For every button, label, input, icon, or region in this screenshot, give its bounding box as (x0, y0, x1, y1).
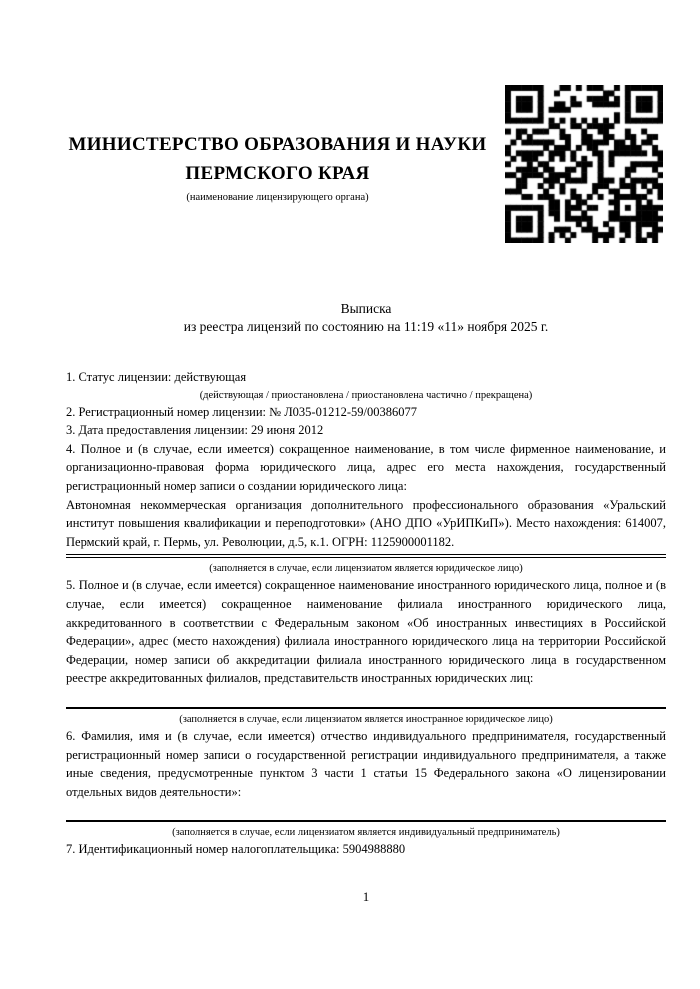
clause-5-label: 5. Полное и (в случае, если имеется) сокращенное наименование иностранного юридического лица, полное и (в случае, если имеется) сокращенное наименование филиала иностранного юридического лица, аккредитованного в соответствии с Федеральным законом «Об иностранных инвестициях в Российской Федерации», адрес (место нахождения) филиала иностранного юридического лица на территории Российской Федерации, номер записи об аккредитации филиала иностранного юридического лица в государственном реестре аккредитованных филиалов, представительств иностранных юридических лиц: (66, 578, 666, 686)
clause-2-reg-number: 2. Регистрационный номер лицензии: № Л035-01212-59/00386077 (66, 404, 417, 419)
clause-1-status: 1. Статус лицензии: действующая (66, 370, 247, 384)
clause-4-footnote: (заполняется в случае, если лицензиатом является юридическое лицо) (209, 563, 523, 575)
document-body (66, 368, 666, 859)
clause-5-footnote: (заполняется в случае, если лицензиатом является иностранное юридическое лицо) (179, 713, 553, 725)
document-title-line2: из реестра лицензий по состоянию на 11:19 «11» ноября 2025 г. (183, 319, 549, 334)
ministry-name-line1: МИНИСТЕРСТВО ОБРАЗОВАНИЯ И НАУКИ (68, 134, 487, 155)
document-title-line1: Выписка (340, 301, 392, 316)
ministry-name-line2: ПЕРМСКОГО КРАЯ (185, 163, 370, 184)
clause-6-label: 6. Фамилия, имя и (в случае, если имеется) отчество индивидуального предпринимателя, государственный регистрационный номер записи о государственной регистрации индивидуального предпринимателя, а также иные сведения, предусмотренные пунктом 3 части 1 статьи 15 Федерального закона «О лицензировании отдельных видов деятельности»: (66, 728, 666, 799)
qr-code (505, 85, 663, 243)
licensing-authority (55, 130, 500, 203)
clause-4-licensee-value: Автономная некоммерческая организация дополнительного профессионального образования «Уральский институт повышения квалификации и переподготовки» (АНО ДПО «УрИПКиП»). Место нахождения: 614007, Пермский край, г. Пермь, ул. Революции, д.5, к.1. ОГРН: 1125900001182. (66, 497, 666, 549)
ministry-caption: (наименование лицензирующего органа) (186, 192, 369, 203)
clause-7-inn: 7. Идентификационный номер налогоплательщика: 5904988880 (66, 842, 406, 857)
clause-4-label: 4. Полное и (в случае, если имеется) сокращенное наименование, в том числе фирменное наименование, и организационно-правовая форма юридического лица, адрес его места нахождения, государственный регистрационный номер записи о создании юридического лица: (66, 441, 666, 493)
page-number: 1 (362, 888, 370, 904)
clause-3-grant-date: 3. Дата предоставления лицензии: 29 июня 2012 (66, 423, 324, 438)
fill-in-rule-legal-entity (66, 554, 666, 558)
clause-1-footnote: (действующая / приостановлена / приостановлена частично / прекращена) (199, 389, 533, 401)
fill-in-rule-entrepreneur (66, 820, 666, 822)
clause-6-footnote: (заполняется в случае, если лицензиатом является индивидуальный предприниматель) (172, 827, 560, 839)
document-title (66, 300, 666, 336)
document-header (0, 0, 700, 270)
fill-in-rule-foreign-entity (66, 707, 666, 709)
